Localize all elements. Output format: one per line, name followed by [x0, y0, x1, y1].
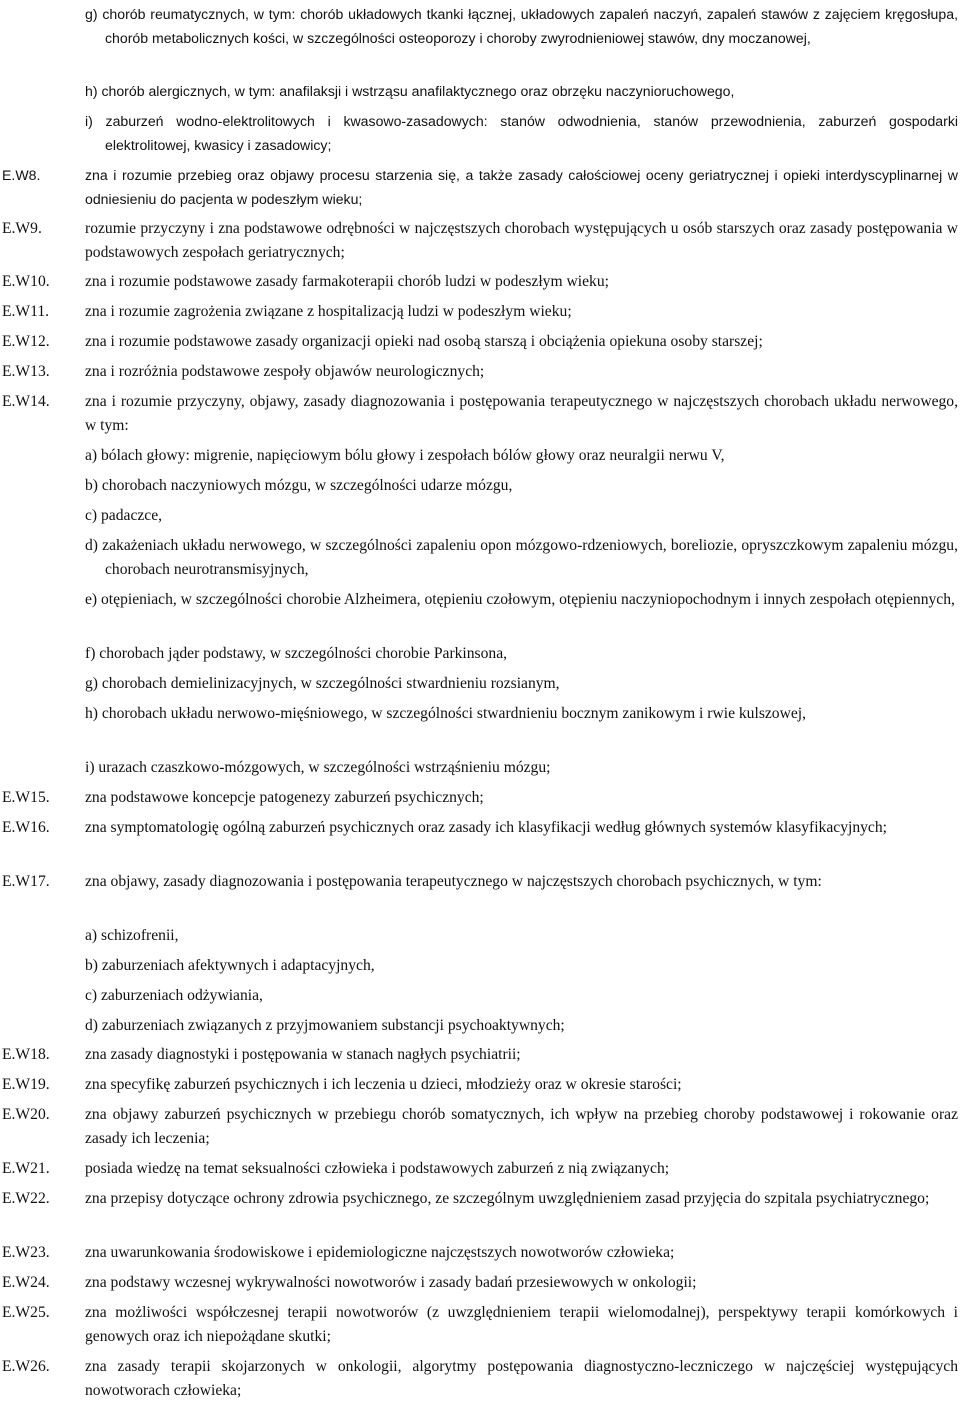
outcome-code: E.W22. — [2, 1190, 50, 1207]
item-text: g) chorób reumatycznych, w tym: chorób układowych tkanki łącznej, układowych zapaleń naczyń, zapaleń stawów z zajęciem kręgosłupa, chorób metabolicznych kości, w szczególności osteoporozy i choroby zwyrodnieniowej stawów, dny moczanowej, — [85, 6, 958, 46]
outcome-code: E.W14. — [2, 393, 50, 410]
outcome-text: zna i rozumie podstawowe zasady organizacji opieki nad osobą starszą i obciążenia opiekuna osoby starszej; — [85, 333, 763, 350]
outcome-code: E.W20. — [2, 1106, 50, 1123]
outcome-text: rozumie przyczyny i zna podstawowe odrębności w najczęstszych chorobach występujących u osób starszych oraz zasady postępowania w podstawowych zespołach geriatrycznych; — [85, 220, 958, 261]
outcome-text: zna i rozumie przyczyny, objawy, zasady diagnozowania i postępowania terapeutycznego w najczęstszych chorobach układu nerwowego, w tym: — [85, 393, 958, 434]
item-text: h) chorób alergicznych, w tym: anafilaksji i wstrząsu anafilaktycznego oraz obrzęku naczynioruchowego, — [85, 83, 735, 99]
outcome-text: zna i rozumie podstawowe zasady farmakoterapii chorób ludzi w podeszłym wieku; — [85, 273, 609, 290]
outcome-text: zna możliwości współczesnej terapii nowotworów (z uwzględnieniem terapii wielomodalnej), perspektywy terapii komórkowych i genowych oraz ich niepożądane skutki; — [85, 1304, 958, 1345]
outcome-text: zna symptomatologię ogólną zaburzeń psychicznych oraz zasady ich klasyfikacji według głównych systemów klasyfikacyjnych; — [85, 819, 887, 836]
outcome-text: zna zasady diagnostyki i postępowania w stanach nagłych psychiatrii; — [85, 1046, 521, 1063]
outcome-code: E.W11. — [2, 303, 50, 320]
outcome-code: E.W24. — [2, 1274, 50, 1291]
outcome-code: E.W17. — [2, 873, 50, 890]
outcome-code: E.W12. — [2, 333, 50, 350]
outcome-text: zna podstawowe koncepcje patogenezy zaburzeń psychicznych; — [85, 789, 484, 806]
outcome-code: E.W26. — [2, 1358, 50, 1375]
outcome-text: zna specyfikę zaburzeń psychicznych i ich leczenia u dzieci, młodzieży oraz w okresie starości; — [85, 1076, 682, 1093]
outcome-text: zna i rozumie przebieg oraz objawy procesu starzenia się, a także zasady całościowej oceny geriatrycznej i opieki interdyscyplinarnej w odniesieniu do pacjenta w podeszłym wieku; — [85, 167, 958, 207]
outcome-code: E.W21. — [2, 1160, 50, 1177]
outcome-text: zna objawy, zasady diagnozowania i postępowania terapeutycznego w najczęstszych chorobach psychicznych, w tym: — [85, 873, 822, 890]
outcome-text: zna zasady terapii skojarzonych w onkologii, algorytmy postępowania diagnostyczno-leczniczego w najczęściej występujących nowotworach człowieka; — [85, 1358, 958, 1399]
outcome-code: E.W15. — [2, 789, 50, 806]
outcome-code: E.W13. — [2, 363, 50, 380]
outcome-text: zna i rozróżnia podstawowe zespoły objawów neurologicznych; — [85, 363, 485, 380]
outcome-code: E.W9. — [2, 220, 42, 237]
outcome-text: zna przepisy dotyczące ochrony zdrowia psychicznego, ze szczególnym uwzględnieniem zasad przyjęcia do szpitala psychiatrycznego; — [85, 1190, 930, 1207]
outcome-text: zna podstawy wczesnej wykrywalności nowotworów i zasady badań przesiewowych w onkologii; — [85, 1274, 697, 1291]
outcome-code: E.W16. — [2, 819, 50, 836]
outcome-code: E.W10. — [2, 273, 50, 290]
outcome-code: E.W18. — [2, 1046, 50, 1063]
outcome-code: E.W8. — [2, 167, 41, 183]
outcome-code: E.W23. — [2, 1244, 50, 1261]
outcome-code: E.W25. — [2, 1304, 50, 1321]
outcome-text: zna i rozumie zagrożenia związane z hospitalizacją ludzi w podeszłym wieku; — [85, 303, 572, 320]
item-text: i) zaburzeń wodno-elektrolitowych i kwasowo-zasadowych: stanów odwodnienia, stanów przewodnienia, zaburzeń gospodarki elektrolitowej, kwasicy i zasadowicy; — [85, 113, 958, 153]
outcome-code: E.W19. — [2, 1076, 50, 1093]
outcome-text: posiada wiedzę na temat seksualności człowieka i podstawowych zaburzeń z nią związanych; — [85, 1160, 670, 1177]
outcome-text: zna objawy zaburzeń psychicznych w przebiegu chorób somatycznych, ich wpływ na przebieg choroby podstawowej i rokowanie oraz zasady ich leczenia; — [85, 1106, 958, 1147]
outcome-text: zna uwarunkowania środowiskowe i epidemiologiczne najczęstszych nowotworów człowieka; — [85, 1244, 675, 1261]
